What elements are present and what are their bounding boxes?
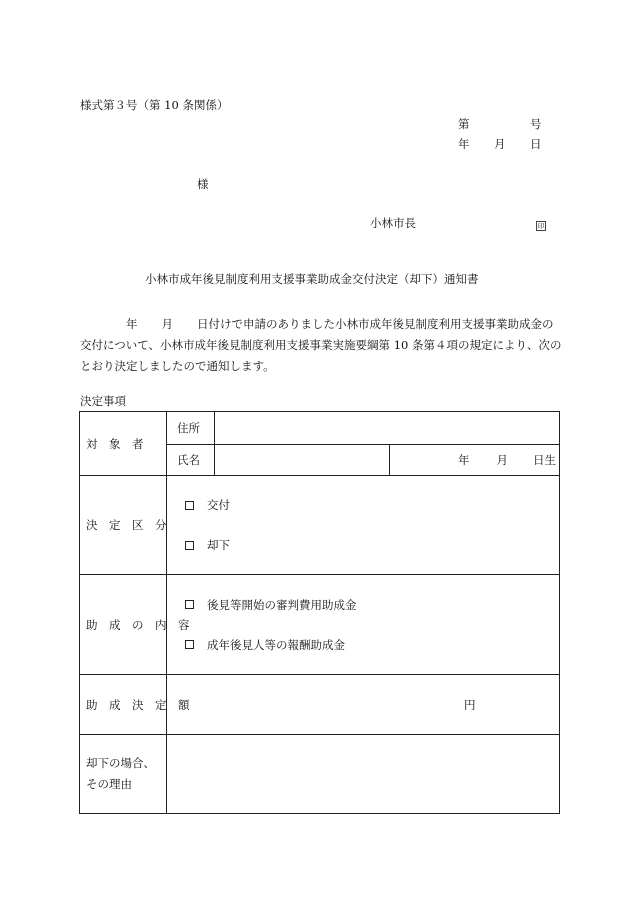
body-paragraph — [80, 314, 562, 377]
checkbox-icon[interactable] — [185, 640, 194, 649]
amount-field[interactable] — [167, 675, 560, 735]
document-title: 小林市成年後見制度利用支援事業助成金交付決定（却下）通知書 — [145, 272, 479, 286]
content-row — [80, 575, 560, 675]
yen-unit: 円 — [464, 697, 476, 712]
body-month: 月 — [161, 317, 173, 331]
date-month: 月 — [494, 137, 506, 151]
checkbox-icon[interactable] — [185, 541, 194, 550]
seal-icon: 印 — [537, 222, 545, 230]
target-row — [80, 412, 560, 476]
checkbox-icon[interactable] — [185, 501, 194, 510]
body-line2: 交付について、小林市成年後見制度利用支援事業実施要綱第 10 条第４項の規定により、次の — [80, 338, 562, 352]
reason-label — [80, 735, 167, 814]
decision-row — [80, 476, 560, 575]
option-grant[interactable] — [167, 495, 559, 515]
option-reject-label: 却下 — [207, 538, 230, 552]
option-grant-label: 交付 — [207, 498, 230, 512]
target-label: 対 象 者 — [80, 412, 167, 476]
reason-label-line2: その理由 — [86, 777, 132, 791]
decision-table — [79, 411, 560, 814]
reason-field[interactable] — [167, 735, 560, 814]
reason-row — [80, 735, 560, 814]
form-number: 様式第３号（第 10 条関係） — [80, 98, 229, 112]
birth-month: 月 — [496, 453, 508, 467]
amount-label: 助 成 決 定 額 — [80, 675, 167, 735]
content-label: 助 成 の 内 容 — [80, 575, 167, 675]
name-field[interactable] — [214, 444, 389, 475]
amount-row — [80, 675, 560, 735]
birth-day: 日生 — [533, 453, 556, 467]
birth-date-field[interactable] — [389, 444, 560, 475]
name-label: 氏名 — [167, 444, 214, 475]
body-year: 年 — [126, 317, 138, 331]
decision-label: 決 定 区 分 — [80, 476, 167, 575]
option-guardian-fee[interactable] — [167, 635, 559, 655]
doc-number-prefix: 第 — [458, 117, 470, 131]
date-year: 年 — [458, 137, 470, 151]
birth-year: 年 — [458, 453, 470, 467]
body-line1: 日付けで申請のありました小林市成年後見制度利用支援事業助成金の — [197, 317, 554, 331]
date-day: 日 — [530, 137, 542, 151]
option-reject[interactable] — [167, 535, 559, 555]
address-field[interactable] — [214, 412, 560, 444]
section-heading: 決定事項 — [80, 394, 126, 408]
reason-label-line1: 却下の場合、 — [86, 756, 155, 770]
checkbox-icon[interactable] — [185, 600, 194, 609]
option-trial-fee[interactable] — [167, 595, 559, 615]
option-guardian-fee-label: 成年後見人等の報酬助成金 — [207, 637, 345, 652]
doc-number-suffix: 号 — [530, 117, 542, 131]
issuer-name: 小林市長 — [370, 216, 416, 230]
addressee-suffix: 様 — [197, 177, 209, 191]
option-trial-fee-label: 後見等開始の審判費用助成金 — [207, 597, 357, 612]
address-label: 住所 — [177, 421, 200, 435]
body-line3: とおり決定しましたので通知します。 — [80, 359, 275, 373]
